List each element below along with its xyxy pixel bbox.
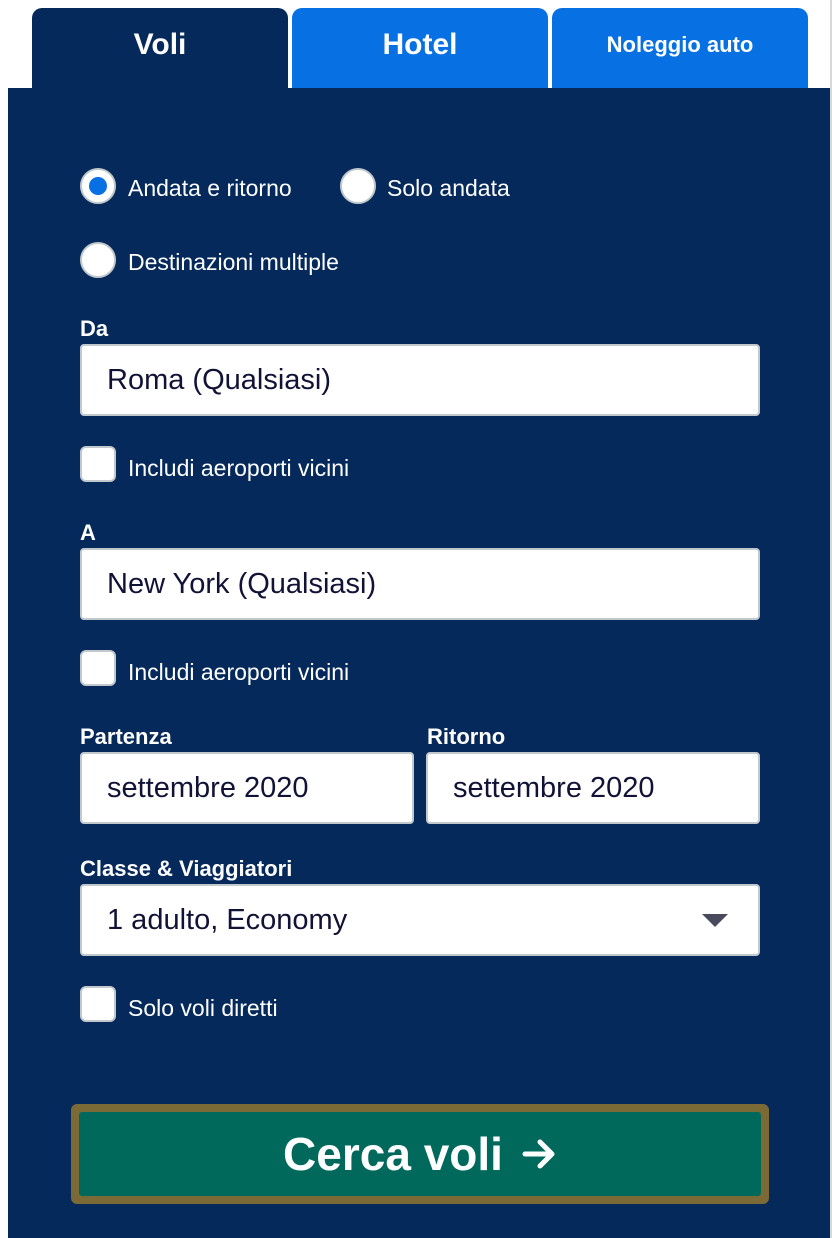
radio-solo-andata-label[interactable]: Solo andata bbox=[387, 175, 510, 201]
depart-label: Partenza bbox=[80, 724, 172, 749]
tab-noleggio-auto[interactable] bbox=[552, 8, 808, 88]
direct-only-label[interactable]: Solo voli diretti bbox=[128, 995, 278, 1021]
cabin-label: Classe & Viaggiatori bbox=[80, 856, 293, 881]
radio-destinazioni-multiple-label[interactable]: Destinazioni multiple bbox=[128, 249, 339, 275]
from-nearby-checkbox[interactable] bbox=[80, 446, 116, 482]
return-label: Ritorno bbox=[427, 724, 506, 749]
cabin-travellers-select[interactable] bbox=[80, 884, 760, 956]
to-label: A bbox=[80, 520, 96, 545]
tab-voli[interactable] bbox=[32, 8, 288, 88]
chevron-down-icon bbox=[702, 914, 728, 927]
tab-noleggio-auto-label: Noleggio auto bbox=[606, 32, 754, 57]
from-label: Da bbox=[80, 316, 109, 341]
search-button[interactable] bbox=[79, 1112, 761, 1196]
radio-solo-andata[interactable] bbox=[340, 168, 376, 204]
to-input[interactable]: New York (Qualsiasi) bbox=[80, 548, 760, 620]
search-button-focus-ring bbox=[71, 1104, 769, 1204]
direct-only-checkbox[interactable] bbox=[80, 986, 116, 1022]
depart-date-input[interactable]: settembre 2020 bbox=[80, 752, 414, 824]
tab-hotel-label: Hotel bbox=[382, 28, 458, 61]
arrow-right-icon bbox=[521, 1136, 557, 1172]
tab-voli-label: Voli bbox=[133, 28, 187, 61]
radio-destinazioni-multiple[interactable] bbox=[80, 242, 116, 278]
tab-hotel[interactable] bbox=[292, 8, 548, 88]
to-nearby-checkbox[interactable] bbox=[80, 650, 116, 686]
from-nearby-label[interactable]: Includi aeroporti vicini bbox=[128, 455, 350, 481]
radio-andata-ritorno-label[interactable]: Andata e ritorno bbox=[128, 175, 292, 201]
from-input[interactable]: Roma (Qualsiasi) bbox=[80, 344, 760, 416]
return-date-input[interactable]: settembre 2020 bbox=[426, 752, 760, 824]
cabin-travellers-value: 1 adulto, Economy bbox=[107, 903, 348, 936]
to-nearby-label[interactable]: Includi aeroporti vicini bbox=[128, 659, 350, 685]
search-button-label: Cerca voli bbox=[283, 1128, 503, 1180]
radio-andata-ritorno[interactable] bbox=[80, 168, 116, 204]
